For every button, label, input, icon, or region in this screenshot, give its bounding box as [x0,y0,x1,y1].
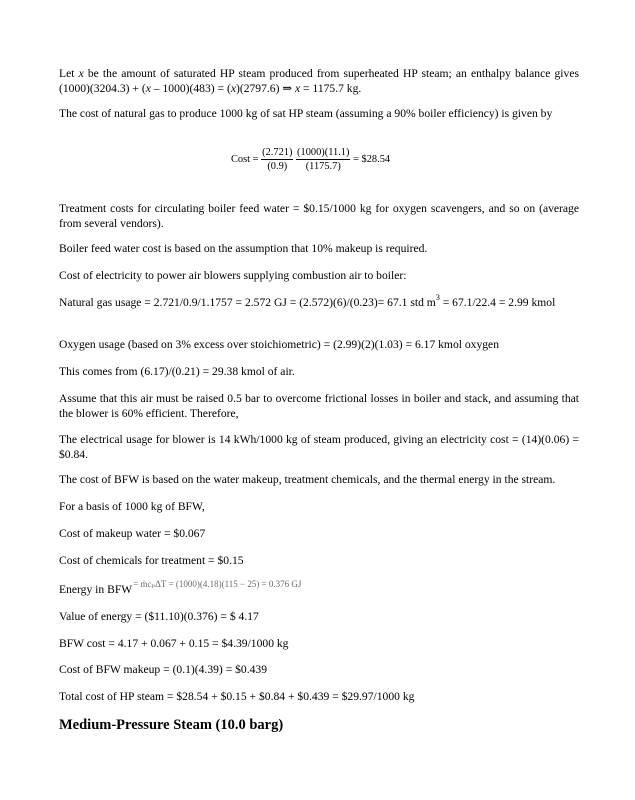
cost-equation-lhs: Cost = [231,154,259,165]
paragraph-electrical-usage: The electrical usage for blower is 14 kWh/1000 kg of steam produced, giving an electricity cost = (14)(0.06) = $0.84. [59,433,579,461]
paragraph-blower-assumption: Assume that this air must be raised 0.5 bar to overcome frictional losses in boiler and stack, and assuming that the blower is 60% efficient. Therefore, [59,392,579,420]
cost-equation [231,146,390,173]
paragraph-air-usage: This comes from (6.17)/(0.21) = 29.38 kmol of air. [59,365,295,378]
paragraph-total-hp-steam-cost: Total cost of HP steam = $28.54 + $0.15 + $0.84 + $0.439 = $29.97/1000 kg [59,690,415,703]
paragraph-natural-gas-usage: Natural gas usage = 2.721/0.9/1.1757 = 2.572 GJ = (2.572)(6)/(0.23)= 67.1 std $m^3 = 67.1/22.4 = 2.99$ kmol [59,293,556,309]
paragraph-bfw-cost: BFW cost = 4.17 + 0.067 + 0.15 = $4.39/1000 kg [59,637,289,650]
energy-in-bfw-equation: = ṁcₚΔT = (1000)(4.18)(115 − 25) = 0.376 GJ [133,579,302,589]
paragraph-makeup-water-cost: Cost of makeup water = $0.067 [59,527,206,540]
section-heading: Medium-Pressure Steam (10.0 barg) [59,717,284,733]
paragraph-oxygen-usage: Oxygen usage (based on 3% excess over stoichiometric) = (2.99)(2)(1.03) = 6.17 kmol oxygen [59,338,500,351]
paragraph-energy-in-bfw: Energy in $BFW^{= ṁc_p\Delta T = (1000)(4.18)(115 - 25) = 0.376 GJ}$ [59,579,302,596]
cost-equation-fraction-2: $\frac{(1000)(11.1)}{(1175.7)}$ [297,147,350,172]
paragraph-bfw-makeup-cost: Cost of BFW makeup = (0.1)(4.39) = $0.439 [59,663,268,676]
cost-equation-fraction-1: $\frac{(2.721)}{(0.9)}$ [262,147,293,172]
paragraph-value-of-energy: Value of energy = ($11.10)(0.376) = $ 4.17 [59,610,259,623]
paragraph-bfw-basis: For a basis of 1000 kg of BFW, [59,500,205,513]
paragraph-treatment-costs: Treatment costs for circulating boiler feed water = $0.15/1000 kg for oxygen scavengers, and so on (average from several vendors). [59,202,579,230]
paragraph-bfw-makeup-assumption: Boiler feed water cost is based on the assumption that 10% makeup is required. [59,242,428,255]
paragraph-natural-gas-cost: The cost of natural gas to produce 1000 kg of sat HP steam (assuming a 90% boiler efficiency) is given by [59,107,553,120]
paragraph-bfw-cost-basis: The cost of BFW is based on the water makeup, treatment chemicals, and the thermal energy in the stream. [59,473,556,486]
paragraph-enthalpy-balance: Let x be the amount of saturated HP steam produced from superheated HP steam; an enthalpy balance gives (1000)(3204.3) + (x – 1000)(483) = (x)(2797.6) ⇒ x = 1175.7 kg. [59,67,579,95]
paragraph-chemicals-cost: Cost of chemicals for treatment = $0.15 [59,554,244,567]
paragraph-electricity-cost-intro: Cost of electricity to power air blowers supplying combustion air to boiler: [59,269,407,282]
cost-equation-rhs: = $28.54 [353,154,391,165]
